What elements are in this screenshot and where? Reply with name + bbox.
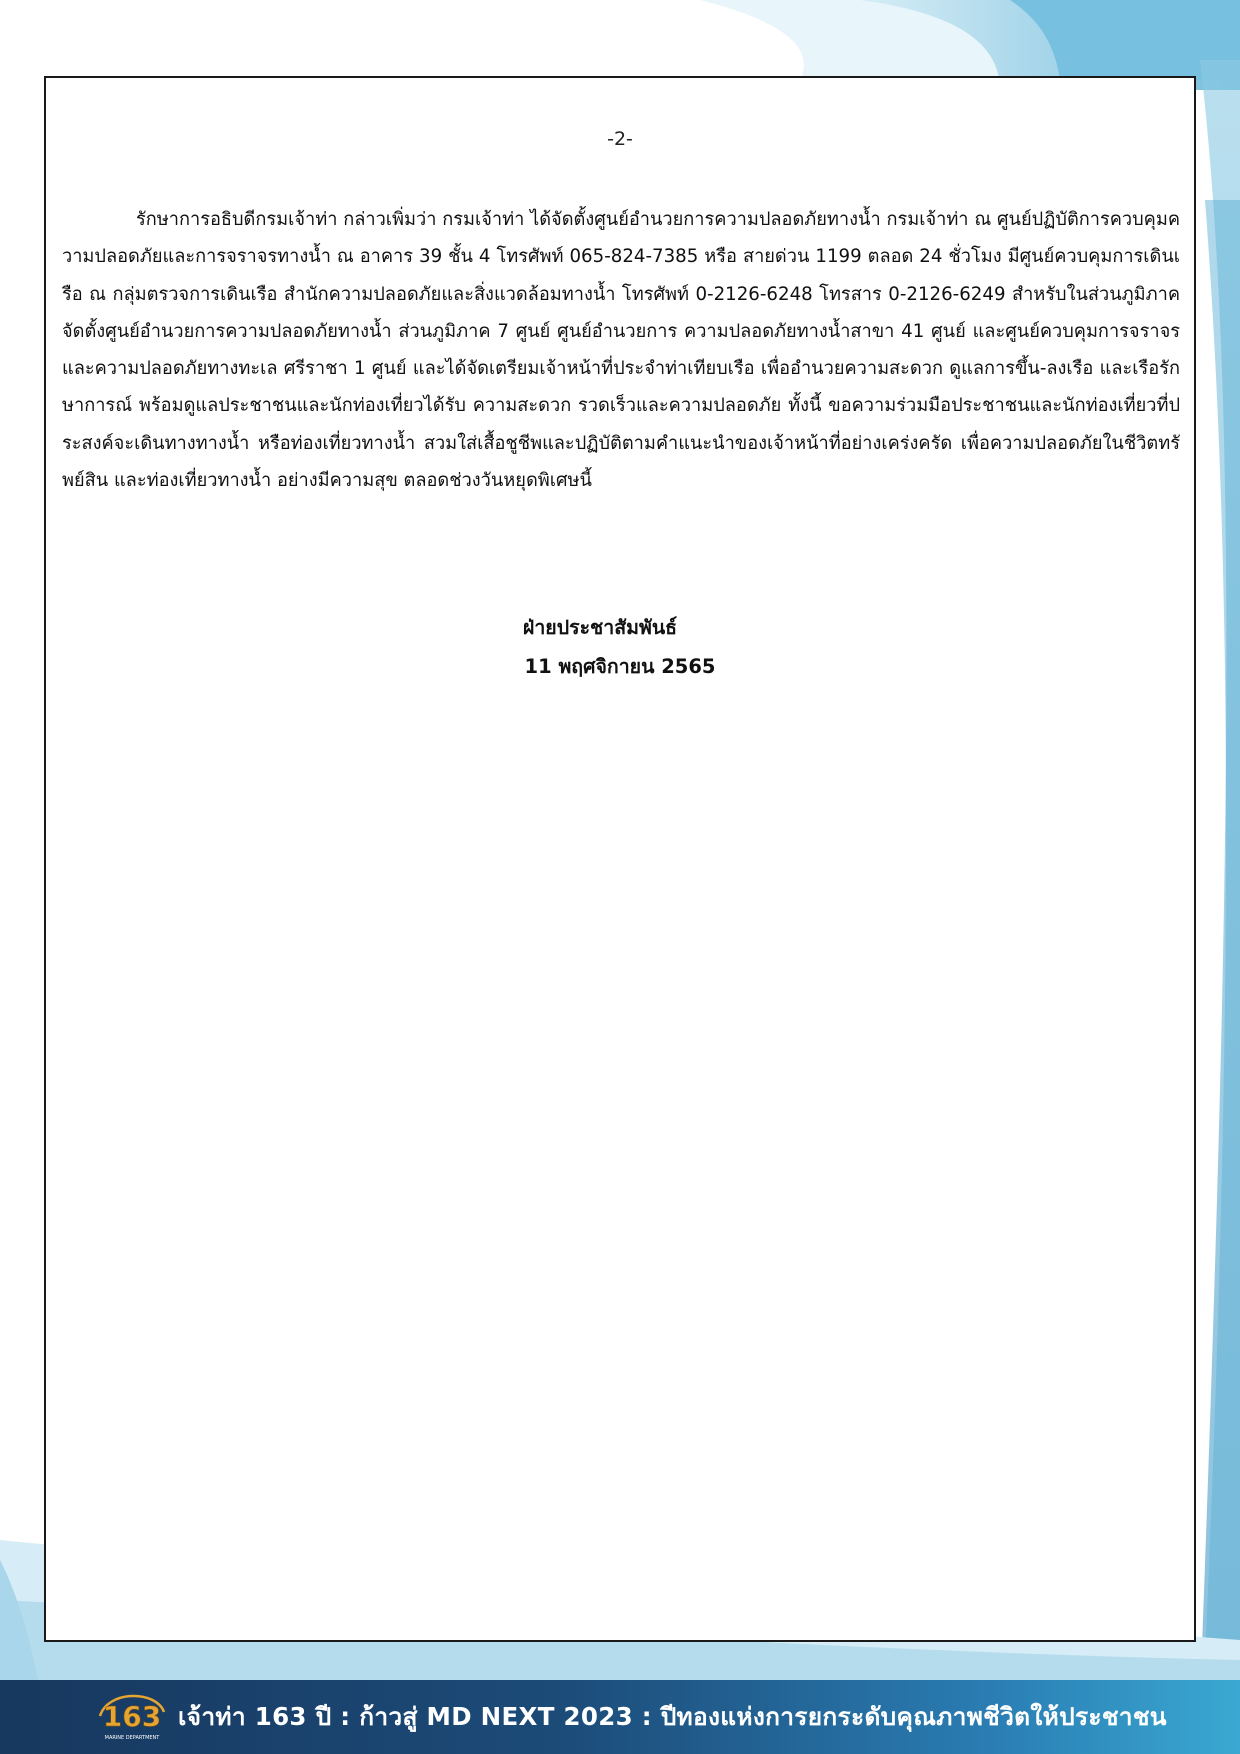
signature-block xyxy=(46,608,1194,686)
logo-number: 163 xyxy=(102,1700,162,1733)
page-number: -2- xyxy=(607,128,633,150)
marine-department-163-logo-icon xyxy=(96,1686,168,1744)
content-frame xyxy=(44,76,1196,1642)
body-paragraph: รักษาการอธิบดีกรมเจ้าท่า กล่าวเพิ่มว่า กรมเจ้าท่า ได้จัดตั้งศูนย์อำนวยการความปลอดภัยทางน้ำ กรมเจ้าท่า ณ ศูนย์ปฏิบัติการควบคุมความปลอดภัยและการจราจรทางน้ำ ณ อาคาร 39 ชั้น 4 โทรศัพท์ 065-824-7385 หรือ สายด่วน 1199 ตลอด 24 ชั่วโมง มีศูนย์ควบคุมการเดินเรือ ณ กลุ่มตรวจการเดินเรือ สำนักความปลอดภัยและสิ่งแวดล้อมทางน้ำ โทรศัพท์ 0-2126-6248 โทรสาร 0-2126-6249 สำหรับในส่วนภูมิภาค จัดตั้งศูนย์อำนวยการความปลอดภัยทางน้ำ ส่วนภูมิภาค 7 ศูนย์ ศูนย์อำนวยการ ความปลอดภัยทางน้ำสาขา 41 ศูนย์ และศูนย์ควบคุมการจราจรและความปลอดภัยทางทะเล ศรีราชา 1 ศูนย์ และได้จัดเตรียมเจ้าหน้าที่ประจำท่าเทียบเรือ เพื่ออำนวยความสะดวก ดูแลการขึ้น-ลงเรือ และเรือรักษาการณ์ พร้อมดูแลประชาชนและนักท่องเที่ยวได้รับ ความสะดวก รวดเร็วและความปลอดภัย ทั้งนี้ ขอความร่วมมือประชาชนและนักท่องเที่ยวที่ประสงค์จะเดินทางทางน้ำ หรือท่องเที่ยวทางน้ำ สวมใส่เสื้อชูชีพและปฏิบัติตามคำแนะนำของเจ้าหน้าที่อย่างเคร่งครัด เพื่อความปลอดภัยในชีวิตทรัพย์สิน และท่องเที่ยวทางน้ำ อย่างมีความสุข ตลอดช่วงวันหยุดพิเศษนี้ xyxy=(62,209,1180,492)
logo-caption: MARINE DEPARTMENT xyxy=(104,1735,160,1741)
signature-department: ฝ่ายประชาสัมพันธ์ xyxy=(522,616,678,639)
footer-banner xyxy=(0,1680,1240,1754)
footer-slogan: เจ้าท่า 163 ปี : ก้าวสู่ MD NEXT 2023 : ปีทองแห่งการยกระดับคุณภาพชีวิตให้ประชาชน xyxy=(178,1702,1167,1731)
signature-date: 11 พฤศจิกายน 2565 xyxy=(524,655,716,678)
